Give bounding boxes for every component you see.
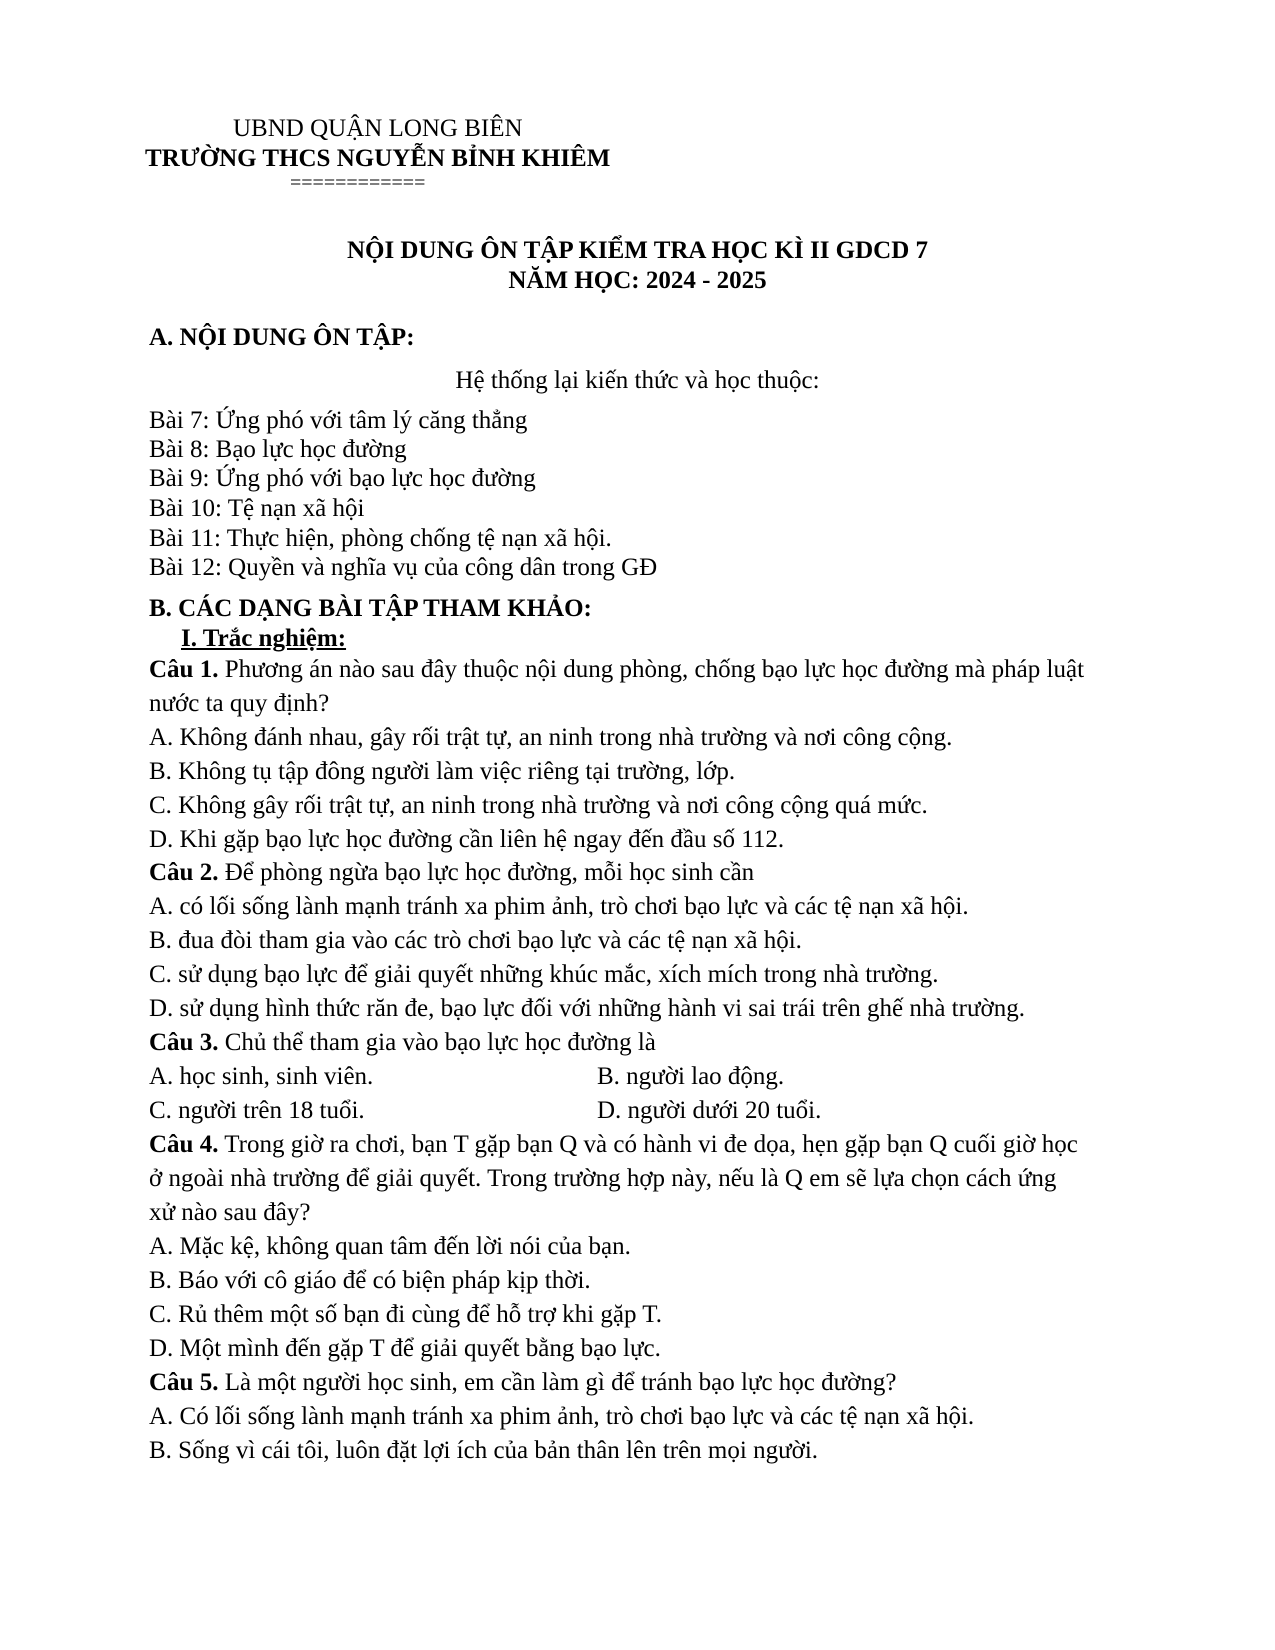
- question-text: Chủ thể tham gia vào bạo lực học đường là: [218, 1029, 656, 1056]
- question-text-continued: ở ngoài nhà trường để giải quyết. Trong trường hợp này, nếu là Q em sẽ lựa chọn cách ứng: [149, 1165, 1057, 1192]
- header-divider: ============: [290, 172, 426, 194]
- option-c: C. người trên 18 tuổi.: [149, 1097, 365, 1124]
- lesson-item: Bài 11: Thực hiện, phòng chống tệ nạn xã hội.: [149, 525, 612, 552]
- school-name: TRƯỜNG THCS NGUYỄN BỈNH KHIÊM: [145, 145, 611, 172]
- option-b: B. đua đòi tham gia vào các trò chơi bạo lực và các tệ nạn xã hội.: [149, 927, 802, 954]
- question-4: [149, 1130, 1078, 1159]
- question-text: Trong giờ ra chơi, bạn T gặp bạn Q và có hành vi đe dọa, hẹn gặp bạn Q cuối giờ học: [218, 1131, 1078, 1158]
- district-name: UBND QUẬN LONG BIÊN: [233, 115, 523, 142]
- question-text: Để phòng ngừa bạo lực học đường, mỗi học sinh cần: [218, 859, 755, 886]
- question-label: Câu 3.: [149, 1029, 219, 1056]
- option-d: D. người dưới 20 tuổi.: [597, 1097, 822, 1124]
- question-text-continued: xử nào sau đây?: [149, 1199, 311, 1226]
- question-label: Câu 2.: [149, 859, 219, 886]
- question-text: Là một người học sinh, em cần làm gì để tránh bạo lực học đường?: [218, 1369, 897, 1396]
- document-title: NỘI DUNG ÔN TẬP KIỂM TRA HỌC KÌ II GDCD 7: [346, 237, 929, 264]
- question-1: [149, 655, 1084, 684]
- question-label: Câu 5.: [149, 1369, 219, 1396]
- question-3: [149, 1028, 656, 1057]
- section-a-heading: A. NỘI DUNG ÔN TẬP:: [149, 324, 415, 351]
- option-d: D. Khi gặp bạo lực học đường cần liên hệ ngay đến đầu số 112.: [149, 826, 785, 853]
- lesson-item: Bài 7: Ứng phó với tâm lý căng thẳng: [149, 407, 528, 434]
- option-b: B. Báo với cô giáo để có biện pháp kịp thời.: [149, 1267, 591, 1294]
- lesson-item: Bài 12: Quyền và nghĩa vụ của công dân trong GĐ: [149, 554, 658, 581]
- option-b: B. người lao động.: [597, 1063, 785, 1090]
- lesson-item: Bài 8: Bạo lực học đường: [149, 436, 407, 463]
- option-a: A. Có lối sống lành mạnh tránh xa phim ảnh, trò chơi bạo lực và các tệ nạn xã hội.: [149, 1403, 975, 1430]
- question-2: [149, 858, 754, 887]
- option-a: A. Mặc kệ, không quan tâm đến lời nói của bạn.: [149, 1233, 631, 1260]
- question-label: Câu 1.: [149, 656, 219, 683]
- lesson-item: Bài 10: Tệ nạn xã hội: [149, 495, 365, 522]
- question-5: [149, 1368, 897, 1397]
- option-a: A. Không đánh nhau, gây rối trật tự, an ninh trong nhà trường và nơi công cộng.: [149, 724, 953, 751]
- lesson-item: Bài 9: Ứng phó với bạo lực học đường: [149, 465, 536, 492]
- option-a: A. học sinh, sinh viên.: [149, 1063, 374, 1090]
- school-year: NĂM HỌC: 2024 - 2025: [508, 267, 767, 294]
- option-a: A. có lối sống lành mạnh tránh xa phim ảnh, trò chơi bạo lực và các tệ nạn xã hội.: [149, 893, 969, 920]
- option-d: D. sử dụng hình thức răn đe, bạo lực đối với những hành vi sai trái trên ghế nhà trường.: [149, 995, 1025, 1022]
- option-c: C. sử dụng bạo lực để giải quyết những khúc mắc, xích mích trong nhà trường.: [149, 961, 939, 988]
- multiple-choice-heading: I. Trắc nghiệm:: [181, 625, 347, 652]
- question-text-continued: nước ta quy định?: [149, 690, 330, 717]
- option-c: C. Rủ thêm một số bạn đi cùng để hỗ trợ khi gặp T.: [149, 1301, 662, 1328]
- option-d: D. Một mình đến gặp T để giải quyết bằng bạo lực.: [149, 1335, 661, 1362]
- option-b: B. Sống vì cái tôi, luôn đặt lợi ích của bản thân lên trên mọi người.: [149, 1437, 819, 1464]
- option-c: C. Không gây rối trật tự, an ninh trong nhà trường và nơi công cộng quá mức.: [149, 792, 928, 819]
- option-b: B. Không tụ tập đông người làm việc riêng tại trường, lớp.: [149, 758, 736, 785]
- question-label: Câu 4.: [149, 1131, 219, 1158]
- question-text: Phương án nào sau đây thuộc nội dung phòng, chống bạo lực học đường mà pháp luật: [218, 656, 1085, 683]
- section-a-intro: Hệ thống lại kiến thức và học thuộc:: [455, 367, 820, 394]
- section-b-heading: B. CÁC DẠNG BÀI TẬP THAM KHẢO:: [149, 595, 592, 622]
